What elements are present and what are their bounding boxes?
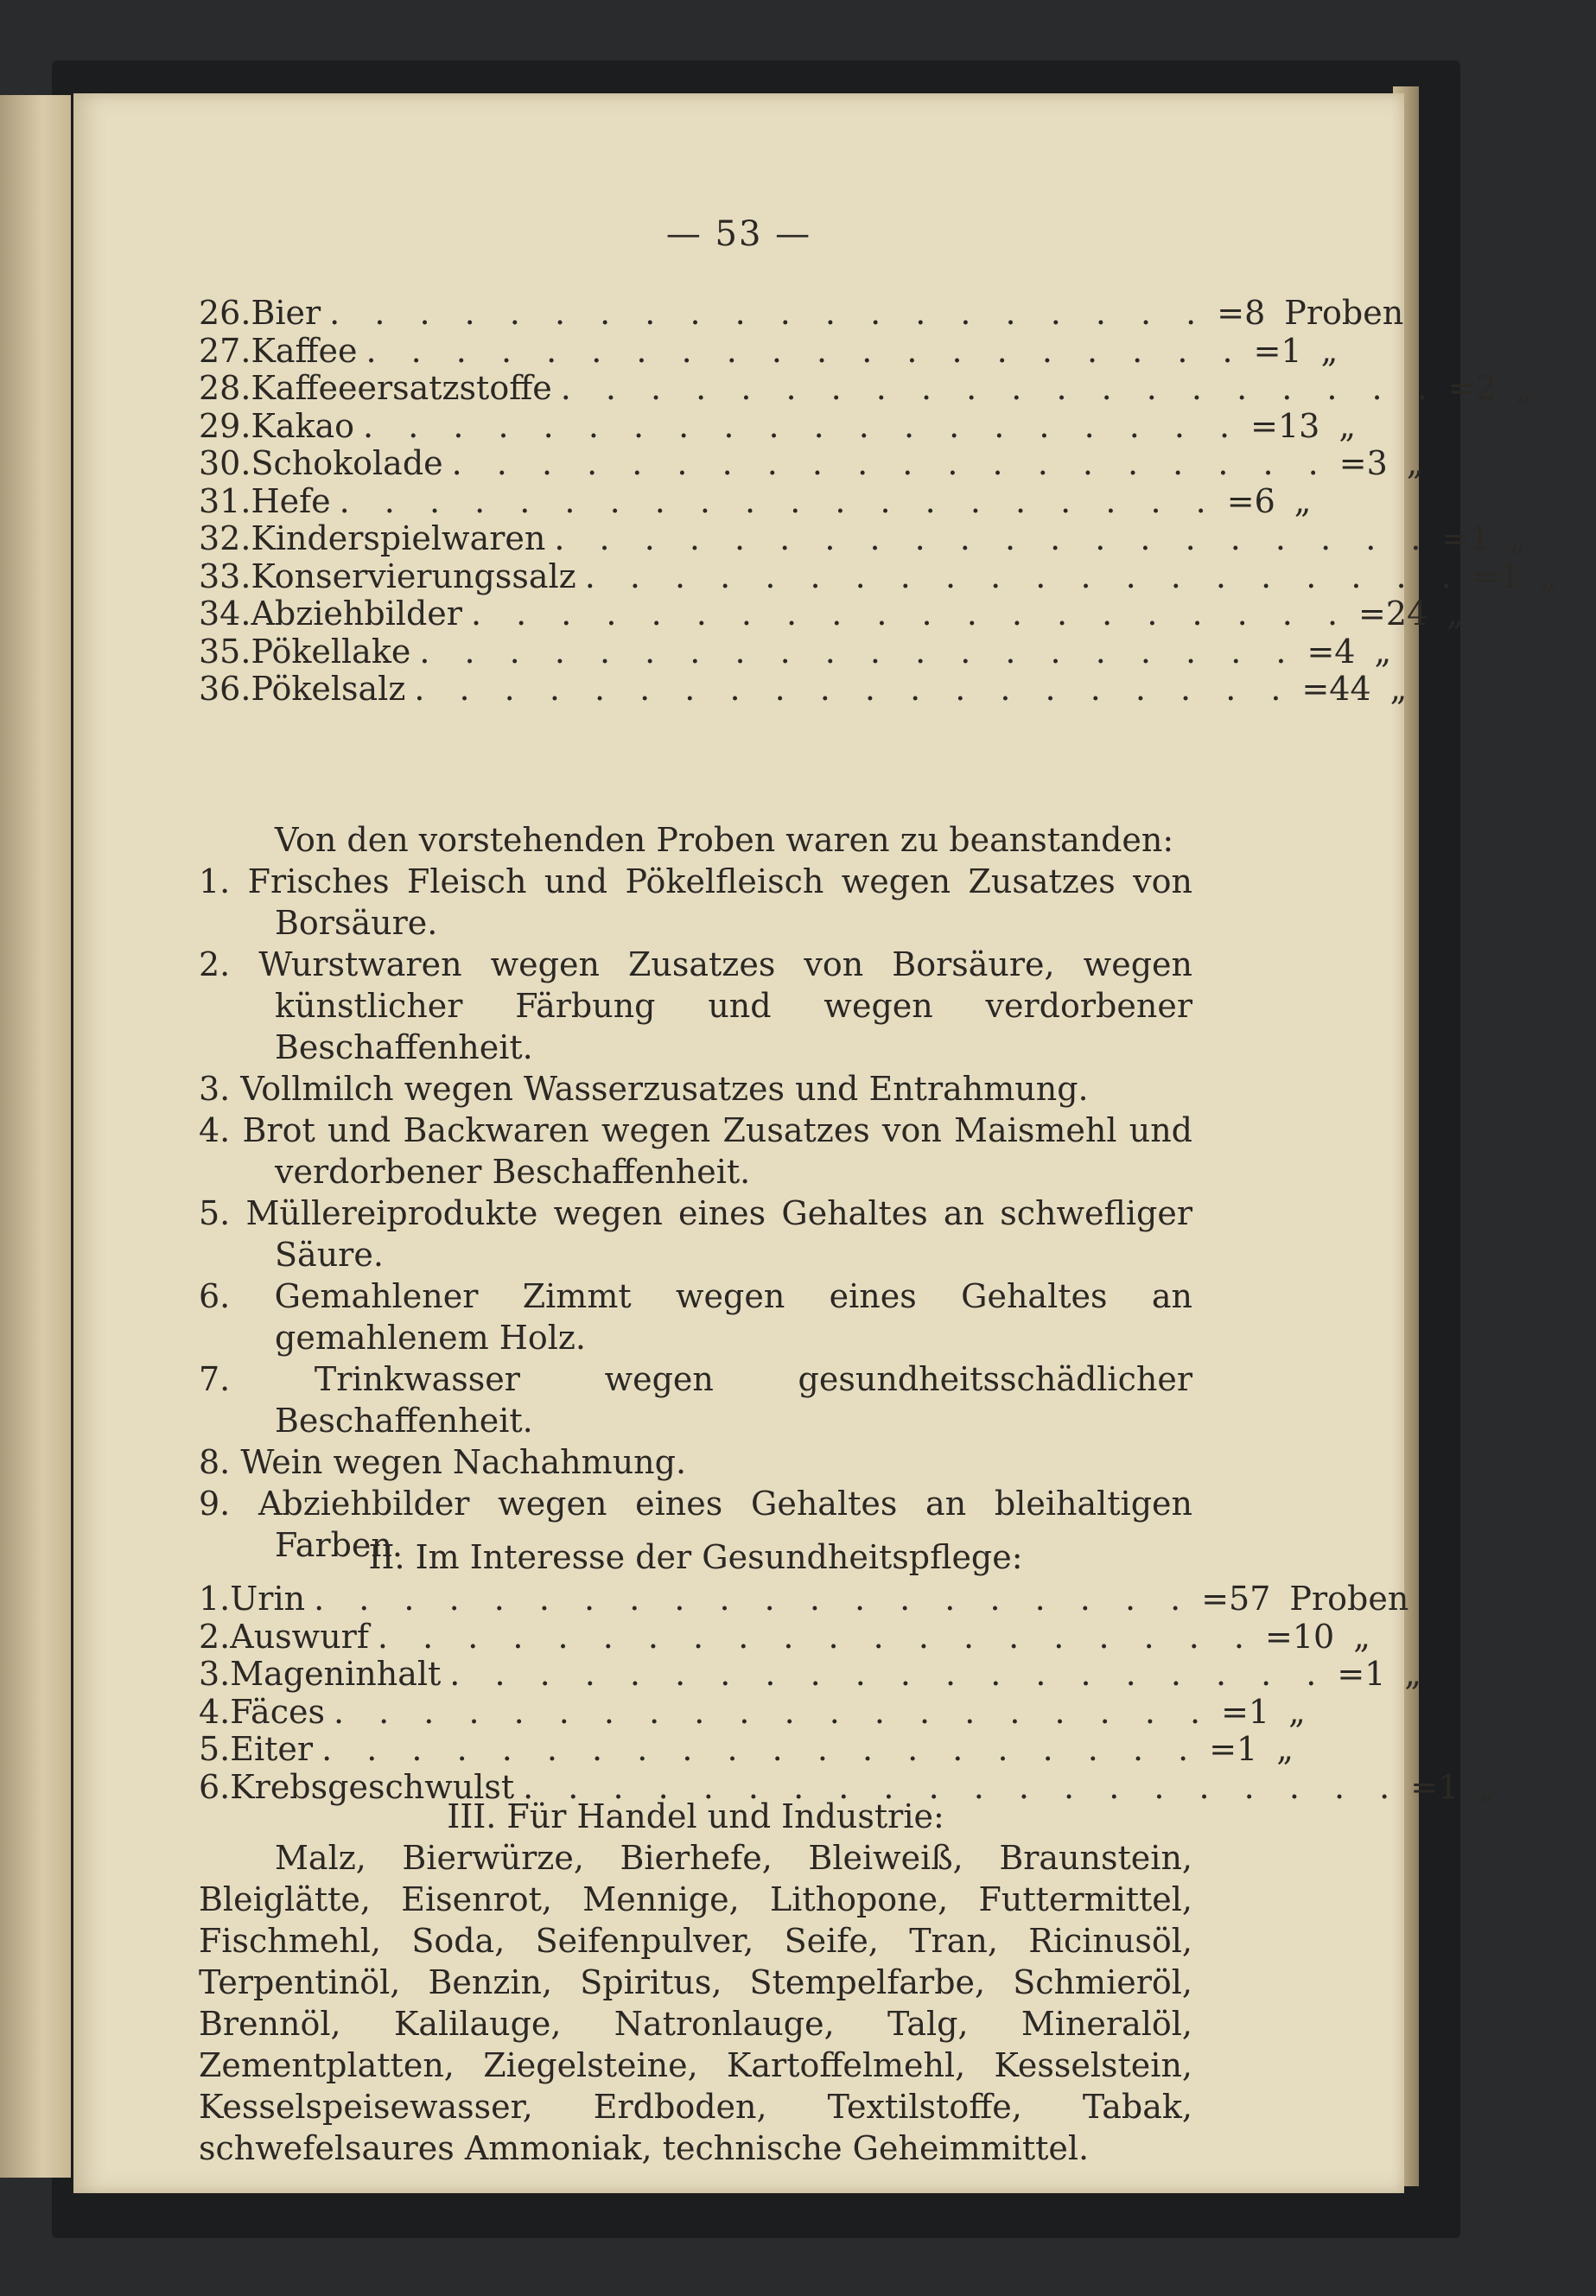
objection-item: 8. Wein wegen Nachahmung. [199,1443,687,1481]
equals-sign: = [1441,519,1470,557]
row-count: 1 [1364,1655,1386,1693]
row-name: Bier [251,294,321,332]
row-number: 31. [199,481,251,520]
leader-dots: . . . . . . . . . . . . . . . . . . . . [329,294,1209,332]
row-count: 4 [1334,632,1356,671]
objection-item: 6. Gemahlener Zimmt wegen eines Gehaltes an gemahlenem Holz. [199,1277,1192,1357]
equals-sign: = [1253,331,1281,370]
row-unit: Proben [1284,294,1404,332]
row-number: 5. [199,1730,231,1768]
objection-item: 3. Vollmilch wegen Wasserzusatzes und Entrahmung. [199,1070,1089,1108]
row-name: Krebsgeschwulst [230,1767,515,1806]
section-2-heading: II. Im Interesse der Gesundheitspflege: [368,1538,1023,1576]
sample-list-1 [199,292,1557,708]
row-count: 3 [1366,444,1388,482]
leader-dots: . . . . . . . . . . . . . . . . . . . . [451,444,1331,482]
row-unit: „ [1338,406,1357,445]
row-name: Kaffeeersatzstoffe [251,369,552,407]
list-row [199,405,1357,445]
leader-dots: . . . . . . . . . . . . . . . . . . . . [339,481,1218,520]
leader-dots: . . . . . . . . . . . . . . . . . . . . [470,595,1351,633]
row-count: 1 [1499,557,1521,595]
equals-sign: = [1250,406,1278,445]
leader-dots: . . . . . . . . . . . . . . . . . . . . [560,369,1440,407]
row-count: 1 [1469,519,1491,557]
page-number: — 53 — [665,214,812,254]
row-count: 1 [1248,1692,1270,1731]
row-unit: „ [1294,481,1312,520]
leader-dots: . . . . . . . . . . . . . . . . . . . . [314,1580,1193,1618]
row-count: 1 [1237,1730,1258,1768]
row-unit: „ [1288,1692,1306,1731]
row-number: 3. [199,1655,231,1693]
objection-item: 2. Wurstwaren wegen Zusatzes von Borsäure, wegen künstlicher Färbung und wegen verdorbener Beschaffenheit. [199,945,1192,1066]
equals-sign: = [1221,1692,1249,1731]
row-number: 26. [199,294,251,332]
row-unit: „ [1320,331,1338,370]
equals-sign: = [1447,369,1476,407]
equals-sign: = [1209,1730,1237,1768]
row-count: 1 [1438,1767,1459,1806]
equals-sign: = [1307,632,1335,671]
row-unit: „ [1515,369,1533,407]
row-name: Auswurf [230,1617,369,1656]
row-name: Pökellake [251,632,411,671]
row-number: 32. [199,519,251,557]
equals-sign: = [1301,670,1330,708]
equals-sign: = [1265,1617,1293,1656]
section-3 [199,1796,1192,2169]
row-unit: „ [1404,1655,1422,1693]
row-number: 30. [199,444,251,482]
list-row [199,367,1533,407]
leader-dots: . . . . . . . . . . . . . . . . . . . . [449,1655,1329,1693]
objection-item: 9. Abziehbilder wegen eines Gehaltes an bleihaltigen Farben. [199,1485,1192,1564]
row-unit: „ [1353,1617,1370,1656]
leader-dots: . . . . . . . . . . . . . . . . . . . . [321,1730,1201,1768]
equals-sign: = [1201,1580,1230,1618]
objection-item: 1. Frisches Fleisch und Pökelfleisch wegen Zusatzes von Borsäure. [199,862,1192,942]
section-3-text: Malz, Bierwürze, Bierhefe, Bleiweiß, Braunstein, Bleiglätte, Eisenrot, Mennige, Lithopone, Futtermittel, Fischmehl, Soda, Seifenpulver, Seife, Tran, Ricinusöl, Terpentinöl, Benzin, Spiritus, Stempelfarbe, Schmieröl, Brennöl, Kalilauge, Natronlauge, Talg, Mineralöl, Zementplatten, Ziegelsteine, Kartoffelmehl, Kesselstein, Kesselspeisewasser, Erdboden, Textilstoffe, Tabak, schwefelsaures Ammoniak, technische Geheimmittel. [199,1839,1192,2167]
equals-sign: = [1472,557,1500,595]
row-number: 27. [199,331,251,370]
row-unit: „ [1509,519,1527,557]
leader-dots: . . . . . . . . . . . . . . . . . . . . [377,1617,1257,1656]
row-count: 8 [1244,294,1266,332]
row-name: Kakao [251,406,355,445]
objection-item: 5. Müllereiprodukte wegen eines Gehaltes an schwefliger Säure. [199,1194,1192,1274]
list-row [199,518,1527,557]
row-name: Pökelsalz [251,670,406,708]
leader-dots: . . . . . . . . . . . . . . . . . . . . [333,1692,1213,1731]
list-row [199,1578,1409,1618]
objection-item: 4. Brot und Backwaren wegen Zusatzes von Maismehl und verdorbener Beschaffenheit. [199,1111,1192,1191]
list-row [199,631,1392,671]
list-row [199,480,1312,520]
row-number: 33. [199,557,251,595]
equals-sign: = [1358,595,1386,633]
row-unit: „ [1389,670,1408,708]
row-name: Hefe [251,481,331,520]
equals-sign: = [1226,481,1255,520]
row-name: Mageninhalt [230,1655,442,1693]
objections-block [199,819,1192,1566]
row-number: 1. [199,1580,231,1618]
row-count: 6 [1254,481,1275,520]
row-name: Schokolade [251,444,443,482]
row-name: Eiter [230,1730,314,1768]
left-page-edge [0,95,71,2178]
row-count: 57 [1229,1580,1271,1618]
row-count: 13 [1277,406,1320,445]
list-row [199,668,1408,708]
leader-dots: . . . . . . . . . . . . . . . . . . . . [554,519,1434,557]
row-unit: „ [1539,557,1557,595]
leader-dots: . . . . . . . . . . . . . . . . . . . . [414,670,1294,708]
objections-intro: Von den vorstehenden Proben waren zu beanstanden: [275,821,1174,859]
list-row [199,330,1338,370]
section-2 [199,1536,1495,1806]
list-row [199,1728,1294,1768]
list-row [199,593,1464,633]
row-count: 44 [1329,670,1371,708]
row-number: 34. [199,595,251,633]
row-name: Urin [230,1580,306,1618]
row-unit: „ [1276,1730,1294,1768]
row-number: 35. [199,632,251,671]
row-unit: „ [1478,1767,1495,1806]
sample-list-2 [199,1578,1495,1806]
row-count: 24 [1385,595,1428,633]
row-name: Fäces [230,1692,325,1731]
row-number: 36. [199,670,251,708]
row-number: 29. [199,406,251,445]
row-number: 2. [199,1617,231,1656]
row-number: 4. [199,1692,231,1731]
row-name: Kaffee [251,331,358,370]
list-row [199,556,1557,595]
row-unit: „ [1447,595,1464,633]
equals-sign: = [1338,444,1367,482]
list-row [199,292,1404,332]
row-count: 1 [1281,331,1302,370]
equals-sign: = [1410,1767,1439,1806]
equals-sign: = [1217,294,1245,332]
list-row [199,1691,1306,1731]
row-name: Abziehbilder [251,595,462,633]
row-name: Konservierungssalz [251,557,576,595]
list-row [199,1616,1370,1656]
row-count: 10 [1292,1617,1335,1656]
leader-dots: . . . . . . . . . . . . . . . . . . . . [523,1767,1402,1806]
leader-dots: . . . . . . . . . . . . . . . . . . . . [363,406,1243,445]
row-unit: „ [1374,632,1392,671]
equals-sign: = [1337,1655,1365,1693]
section-3-heading: III. Für Handel und Industrie: [447,1797,944,1835]
row-unit: „ [1406,444,1424,482]
row-number: 28. [199,369,251,407]
objection-item: 7. Trinkwasser wegen gesundheitsschädlicher Beschaffenheit. [199,1360,1192,1440]
leader-dots: . . . . . . . . . . . . . . . . . . . . [584,557,1464,595]
list-row [199,442,1424,482]
list-row [199,1653,1422,1693]
row-name: Kinderspielwaren [251,519,546,557]
row-unit: Proben [1289,1580,1409,1618]
leader-dots: . . . . . . . . . . . . . . . . . . . . [366,331,1245,370]
leader-dots: . . . . . . . . . . . . . . . . . . . . [419,632,1299,671]
row-number: 6. [199,1767,231,1806]
row-count: 2 [1475,369,1497,407]
objections-list [199,861,1192,1566]
book-page [73,93,1557,2193]
